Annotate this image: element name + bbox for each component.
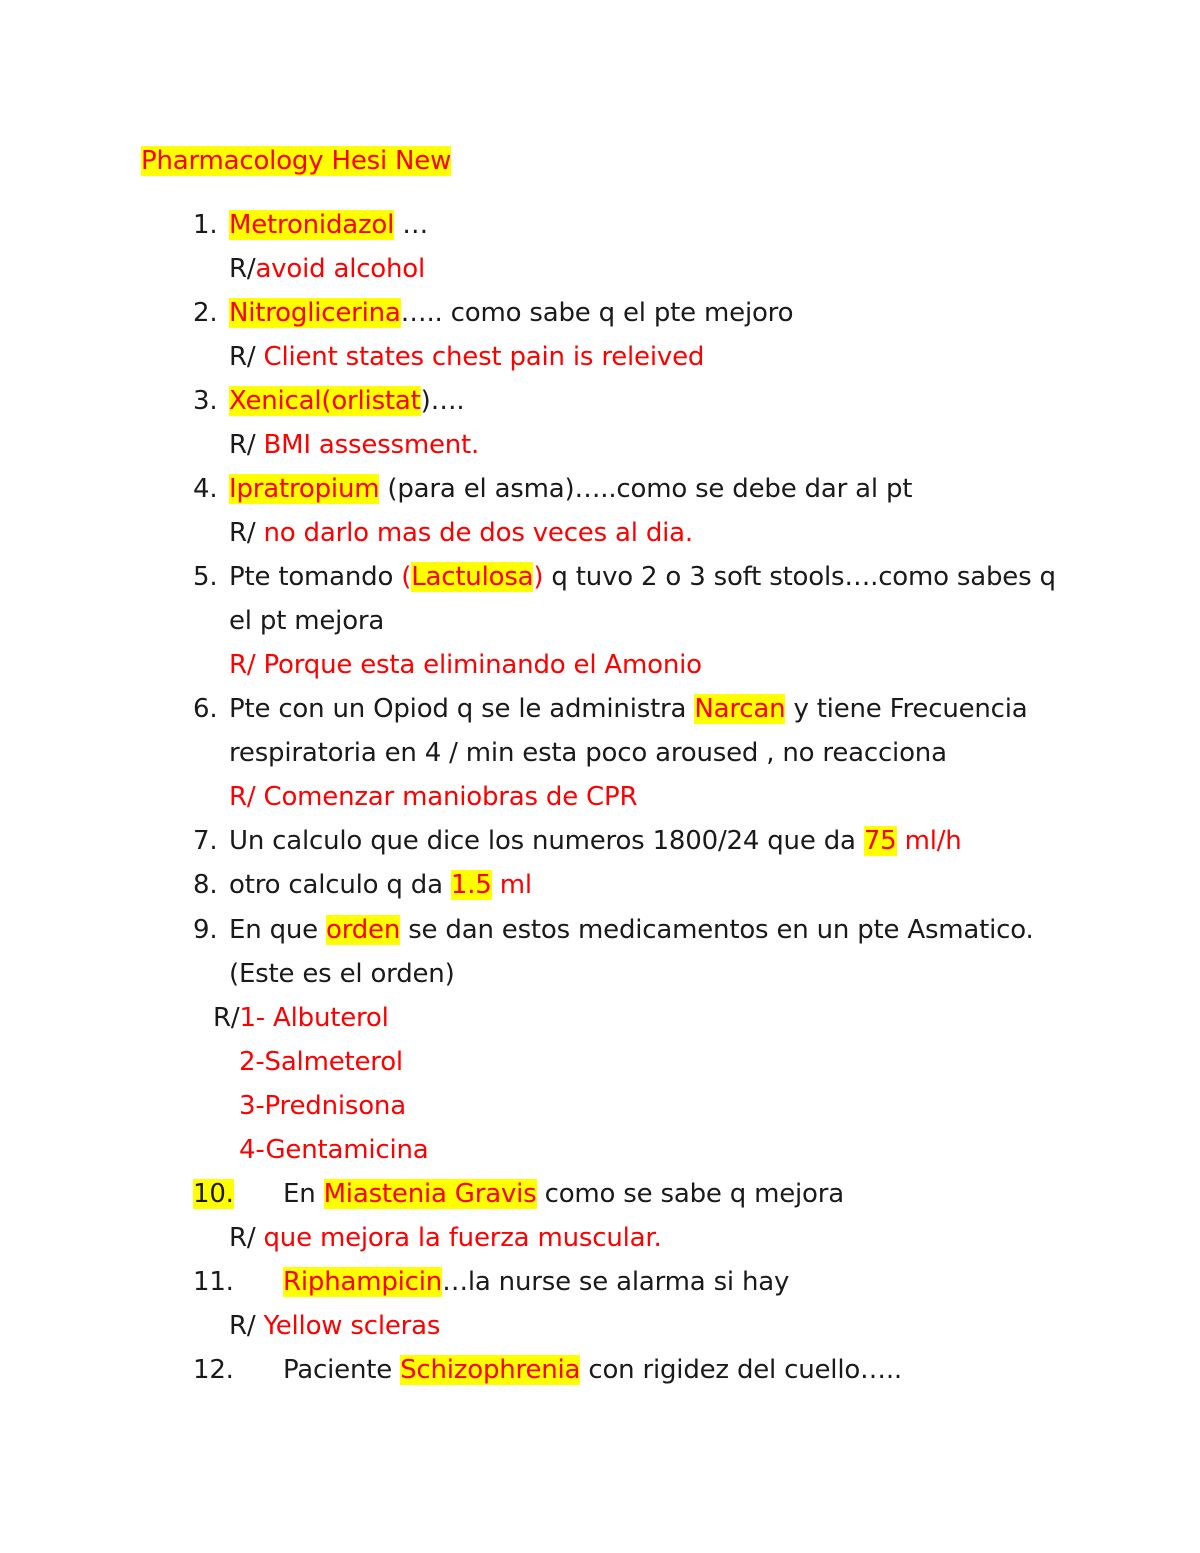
item-3-question (229, 383, 464, 419)
keyword: orden (326, 915, 401, 945)
question-text: y tiene Frecuencia (785, 694, 1028, 724)
drug-name: Lactulosa (411, 562, 534, 592)
question-lead: En que (229, 915, 327, 945)
item-7-question (229, 823, 962, 859)
list-item-11 (193, 1264, 234, 1300)
list-item-5 (193, 559, 217, 595)
list-item-1 (193, 207, 217, 243)
answer-prefix: R/ (229, 1311, 256, 1341)
item-number: 9. (193, 915, 218, 945)
list-item-9 (193, 912, 217, 948)
answer-text: Yellow scleras (255, 1311, 441, 1341)
item-number: 4. (193, 474, 218, 504)
drug-name: Schizophrenia (400, 1355, 581, 1385)
paren-close: ) (533, 562, 544, 592)
drug-name: Miastenia Gravis (323, 1179, 537, 1209)
question-lead: Pte con un Opiod q se le administra (229, 694, 695, 724)
drug-name: Narcan (694, 694, 786, 724)
list-item-3 (193, 383, 217, 419)
answer-unit: ml/h (896, 826, 962, 856)
answer-text: R/ Comenzar maniobras de CPR (229, 782, 638, 812)
answer-value: 75 (863, 826, 897, 856)
question-lead: En (283, 1179, 324, 1209)
question-text: con rigidez del cuello….. (580, 1355, 902, 1385)
list-item-12 (193, 1352, 234, 1388)
item-6-question (229, 691, 1028, 727)
answer-prefix: R/ (229, 1223, 256, 1253)
list-item-4 (193, 471, 217, 507)
question-text: respiratoria en 4 / min esta poco aroused , no reacciona (229, 738, 947, 768)
document-title (141, 143, 451, 179)
item-4-question (229, 471, 912, 507)
question-text: …la nurse se alarma si hay (442, 1267, 790, 1297)
answer-prefix: R/ (229, 254, 256, 284)
question-lead: Paciente (283, 1355, 401, 1385)
question-text: ….. como sabe q el pte mejoro (400, 298, 794, 328)
item-9-answer (213, 1000, 389, 1036)
drug-name: Xenical(orlistat (229, 386, 421, 416)
item-11-answer (229, 1308, 440, 1344)
item-number: 1. (193, 210, 218, 240)
item-2-question (229, 295, 793, 331)
answer-value: 1.5 (450, 870, 492, 900)
item-5-question-line2 (229, 603, 384, 639)
item-5-answer (229, 647, 702, 683)
question-text: … (394, 210, 429, 240)
list-item-10 (193, 1176, 234, 1212)
item-1-answer (229, 251, 425, 287)
item-11-question (283, 1264, 789, 1300)
question-text: como se sabe q mejora (536, 1179, 844, 1209)
item-6-answer (229, 779, 637, 815)
item-4-answer (229, 515, 693, 551)
question-text: se dan estos medicamentos en un pte Asmatico. (400, 915, 1034, 945)
question-lead: Pte tomando (229, 562, 402, 592)
item-1-question (229, 207, 428, 243)
item-number: 6. (193, 694, 218, 724)
item-2-answer (229, 339, 704, 375)
list-item-8 (193, 867, 217, 903)
answer-text: Client states chest pain is releived (255, 342, 705, 372)
question-lead: Un calculo que dice los numeros 1800/24 que da (229, 826, 864, 856)
drug-name: Metronidazol (229, 210, 395, 240)
answer-list-item: 1- Albuterol (239, 1003, 389, 1033)
item-number: 12. (193, 1355, 234, 1385)
answer-list-item: 2-Salmeterol (239, 1047, 403, 1077)
item-5-question (229, 559, 1056, 595)
drug-name: Riphampicin (283, 1267, 443, 1297)
question-text: q tuvo 2 o 3 soft stools….como sabes q (543, 562, 1056, 592)
question-text: )…. (420, 386, 465, 416)
answer-text: BMI assessment. (255, 430, 480, 460)
answer-prefix: R/ (229, 518, 256, 548)
list-item-2 (193, 295, 217, 331)
question-text: (para el asma)…..como se debe dar al pt (379, 474, 913, 504)
drug-name: Nitroglicerina (229, 298, 401, 328)
answer-text: no darlo mas de dos veces al dia. (255, 518, 693, 548)
item-10-question (283, 1176, 844, 1212)
item-number: 10. (193, 1179, 234, 1209)
answer-prefix: R/ (213, 1003, 240, 1033)
item-8-question (229, 867, 532, 903)
list-item-7 (193, 823, 217, 859)
item-number: 5. (193, 562, 218, 592)
item-6-question-line2 (229, 735, 947, 771)
title-text: Pharmacology Hesi New (141, 146, 452, 176)
answer-list-item: 3-Prednisona (239, 1091, 406, 1121)
item-9-question (229, 912, 1034, 948)
item-number: 8. (193, 870, 218, 900)
item-3-answer (229, 427, 479, 463)
answer-text: que mejora la fuerza muscular. (255, 1223, 662, 1253)
question-text: (Este es el orden) (229, 959, 455, 989)
answer-text: avoid alcohol (255, 254, 426, 284)
drug-name: Ipratropium (229, 474, 380, 504)
question-lead: otro calculo q da (229, 870, 451, 900)
answer-prefix: R/ (229, 430, 256, 460)
item-number: 11. (193, 1267, 234, 1297)
item-number: 7. (193, 826, 218, 856)
answer-list-item: 4-Gentamicina (239, 1135, 429, 1165)
item-number: 3. (193, 386, 218, 416)
item-10-answer (229, 1220, 662, 1256)
item-number: 2. (193, 298, 218, 328)
item-9-question-line2 (229, 956, 455, 992)
paren-open: ( (401, 562, 412, 592)
answer-prefix: R/ (229, 342, 256, 372)
item-12-question (283, 1352, 902, 1388)
answer-text: R/ Porque esta eliminando el Amonio (229, 650, 702, 680)
list-item-6 (193, 691, 217, 727)
answer-unit: ml (491, 870, 532, 900)
question-text: el pt mejora (229, 606, 385, 636)
